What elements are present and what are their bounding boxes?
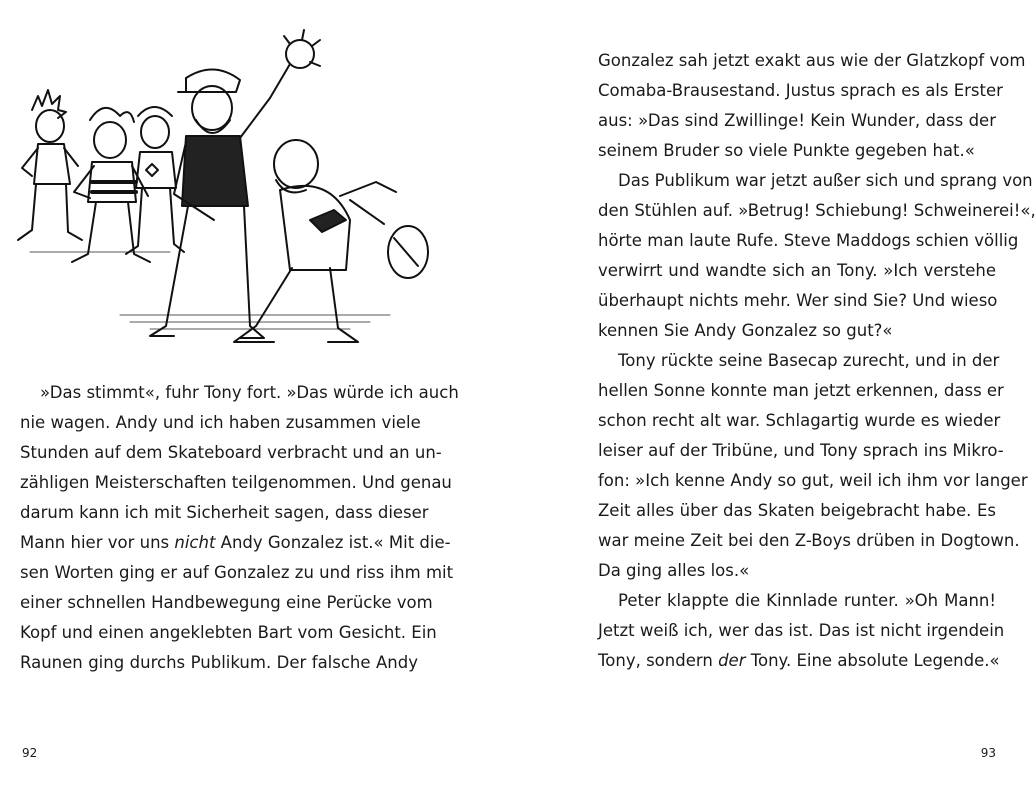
text-line: Peter klappte die Kinnlade runter. »Oh Mann! [618,591,996,610]
text-line: sen Worten ging er auf Gonzalez zu und riss ihm mit [20,563,454,582]
text-line: leiser auf der Tribüne, und Tony sprach ins Mikro- [598,441,1004,460]
text-line: Tony rückte seine Basecap zurecht, und in der [618,351,1000,370]
text-line [598,646,1000,676]
right-page [500,0,1036,800]
text-line: Comaba-Brausestand. Justus sprach es als Erster [598,81,1003,100]
page-number: 92 [22,746,38,760]
text-line: Zeit alles über das Skaten beigebracht habe. Es [598,501,996,520]
text-line: Raunen ging durchs Publikum. Der falsche Andy [20,653,418,672]
text-line: kennen Sie Andy Gonzalez so gut?« [598,321,893,340]
text-line: seinem Bruder so viele Punkte gegeben hat.« [598,141,975,160]
emphasized-word: nicht [174,533,216,552]
text-line: hörte man laute Rufe. Steve Maddogs schien völlig [598,231,1019,250]
left-page-text [20,378,459,678]
text-line: verwirrt und wandte sich an Tony. »Ich verstehe [598,261,996,280]
page-number: 93 [980,746,996,760]
text-line: »Das stimmt«, fuhr Tony fort. »Das würde ich auch [40,383,459,402]
text-line: hellen Sonne konnte man jetzt erkennen, dass er [598,381,1004,400]
right-page-text [598,46,1036,676]
comic-illustration-icon [10,30,430,370]
text-line: aus: »Das sind Zwillinge! Kein Wunder, dass der [598,111,996,130]
text-line: Das Publikum war jetzt außer sich und sprang von [618,171,1033,190]
text-line: fon: »Ich kenne Andy so gut, weil ich ihm vor langer [598,471,1028,490]
text-segment: Tony. Eine absolute Legende.« [745,651,1000,670]
text-line: Da ging alles los.« [598,561,750,580]
text-segment: Tony, sondern [598,651,719,670]
text-line: Kopf und einen angeklebten Bart vom Gesicht. Ein [20,623,437,642]
text-line: darum kann ich mit Sicherheit sagen, dass dieser [20,503,429,522]
text-line: zähligen Meisterschaften teilgenommen. Und genau [20,473,452,492]
text-line: Gonzalez sah jetzt exakt aus wie der Glatzkopf vom [598,51,1026,70]
text-line: Stunden auf dem Skateboard verbracht und an un- [20,443,442,462]
left-page [0,0,500,800]
text-segment: Mann hier vor uns [20,533,175,552]
text-line: den Stühlen auf. »Betrug! Schiebung! Schweinerei!«, [598,201,1036,220]
text-line: überhaupt nichts mehr. Wer sind Sie? Und wieso [598,291,998,310]
emphasized-word: der [718,651,746,670]
text-line [20,528,451,558]
text-line: Jetzt weiß ich, wer das ist. Das ist nicht irgendein [598,621,1005,640]
text-line: war meine Zeit bei den Z-Boys drüben in Dogtown. [598,531,1020,550]
text-line: nie wagen. Andy und ich haben zusammen viele [20,413,421,432]
text-segment: Andy Gonzalez ist.« Mit die- [215,533,451,552]
text-line: schon recht alt war. Schlagartig wurde es wieder [598,411,1001,430]
text-line: einer schnellen Handbewegung eine Perücke vom [20,593,433,612]
